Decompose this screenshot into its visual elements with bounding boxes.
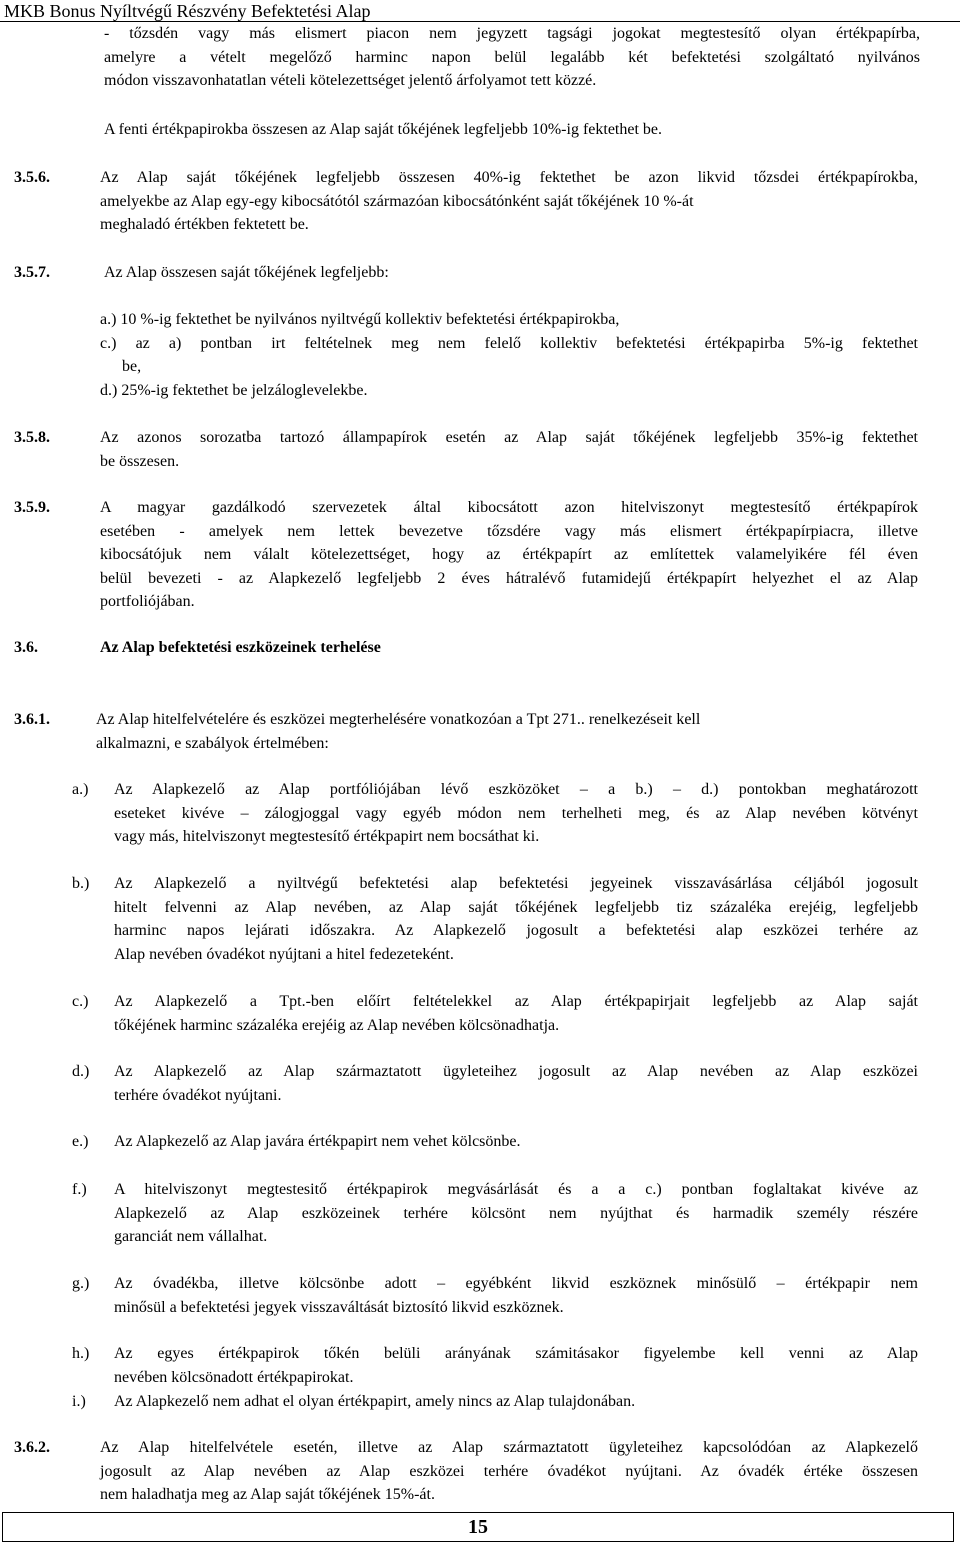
intro-block bbox=[104, 22, 920, 93]
section-358 bbox=[100, 426, 918, 473]
list-item: d.) 25%-ig fektethet be jelzáloglevelekbe. bbox=[100, 381, 368, 399]
list-item-continuation: be, bbox=[122, 358, 142, 375]
text-line: nevében kölcsönadott értékpapirokat. bbox=[114, 1368, 354, 1386]
list-item-label: g.) bbox=[72, 1275, 90, 1292]
section-361-intro bbox=[96, 708, 916, 755]
section-number: 3.5.6. bbox=[14, 169, 50, 186]
text-line: kibocsátójuk nem válalt kötelezettséget, hogy az értékpapírt az említettek valamelyikére fél éven bbox=[100, 546, 918, 563]
list-item bbox=[114, 1390, 918, 1414]
text-line: be összesen. bbox=[100, 452, 180, 470]
section-number: 3.6.2. bbox=[14, 1439, 50, 1456]
text-line: Az Alap hitelfelvételére és eszközei megterhelésére vonatkozóan a Tpt 271.. renelkezéseit kell bbox=[96, 711, 701, 728]
document-header: MKB Bonus Nyíltvégű Részvény Befektetési Alap bbox=[0, 0, 960, 22]
page-number: 15 bbox=[2, 1512, 954, 1542]
section-357-list bbox=[100, 308, 918, 402]
section-number: 3.5.9. bbox=[14, 499, 50, 516]
text-line: módon visszavonhatatlan vételi kötelezettséget jelentő árfolyamot tett közzé. bbox=[104, 72, 597, 89]
text-line: Az Alapkezelő nem adhat el olyan értékpapirt, amely nincs az Alap tulajdonában. bbox=[114, 1393, 636, 1410]
list-item bbox=[114, 872, 918, 966]
list-item bbox=[114, 1130, 918, 1154]
list-item-label: d.) bbox=[72, 1063, 90, 1080]
text-line: Alapkezelő az Alap eszközeinek terhére kölcsönt nem nyújthat és harmadik személy részére bbox=[114, 1204, 918, 1222]
section-359 bbox=[100, 496, 918, 614]
section-number: 3.6.1. bbox=[14, 711, 50, 728]
text-line: alkalmazni, e szabályok értelmében: bbox=[96, 734, 329, 752]
text-line: Az Alapkezelő a Tpt.-ben előírt feltételekkel az Alap értékpapirjait legfeljebb az Alap saját bbox=[114, 993, 918, 1010]
text-line: Alap nevében óvadékot nyújtani a hitel fedezeteként. bbox=[114, 945, 454, 963]
list-item-label: a.) bbox=[72, 781, 89, 798]
section-357-title: Az Alap összesen saját tőkéjének legfeljebb: bbox=[104, 264, 389, 281]
list-item bbox=[114, 1178, 918, 1249]
section-356 bbox=[100, 166, 918, 237]
text-line: belül bevezeti - az Alapkezelő legfeljebb 2 éves hátralévő futamidejű értékpapírt helyezhet el az Alap bbox=[100, 569, 918, 587]
text-line: amelyre a vételt megelőző harminc napon belül legalább két befektetési szolgáltató nyilvános bbox=[104, 48, 920, 66]
text-line: Az egyes értékpapirok tőkén belüli arányának számitásakor figyelembe kell venni az Alap bbox=[114, 1345, 918, 1362]
text-line: garanciát nem vállalhat. bbox=[114, 1228, 268, 1245]
list-item-label: e.) bbox=[72, 1133, 89, 1150]
text-line: Az azonos sorozatba tartozó állampapírok esetén az Alap saját tőkéjének legfeljebb 35%-ig fektethet bbox=[100, 429, 918, 446]
text-line: portfoliójában. bbox=[100, 593, 195, 610]
text-line: nem haladhatja meg az Alap saját tőkéjének 15%-át. bbox=[100, 1486, 435, 1503]
text-line: eseteket kivéve – zálogjoggal vagy egyéb módon nem terhelheti meg, és az Alap nevében kötvényt bbox=[114, 804, 918, 822]
section-362 bbox=[100, 1436, 918, 1507]
list-item bbox=[114, 990, 918, 1037]
list-item bbox=[114, 1272, 918, 1319]
text-line: vagy más, hitelviszonyt megtestesítő értékpapirt nem bocsáthat ki. bbox=[114, 828, 540, 845]
section-number: 3.5.8. bbox=[14, 429, 50, 446]
list-item-label: i.) bbox=[72, 1393, 86, 1410]
text-line: jogosult az Alap nevében az Alap eszközei terhére óvadékot nyújtani. Az óvadék értéke összesen bbox=[100, 1462, 918, 1480]
text-line: A hitelviszonyt megtestesitő értékpapirok megvásárlását és a a c.) pontban foglaltakat kivéve az bbox=[114, 1181, 918, 1198]
text-line: A magyar gazdálkodó szervezetek által kibocsátott azon hitelviszonyt megtestesítő értékpapírok bbox=[100, 499, 918, 516]
text-line: Az óvadékba, illetve kölcsönbe adott – egyébként likvid eszköznek minősülő – értékpapir nem bbox=[114, 1275, 918, 1292]
list-item-label: f.) bbox=[72, 1181, 87, 1198]
list-item-label: c.) bbox=[72, 993, 89, 1010]
list-item bbox=[114, 1060, 918, 1107]
list-item bbox=[114, 778, 918, 849]
text-line: Az Alap saját tőkéjének legfeljebb összesen 40%-ig fektethet be azon likvid tőzsdei értékpapírokba, bbox=[100, 169, 918, 186]
text-line: Az Alapkezelő a nyiltvégű befektetési alap befektetési jegyeinek visszavásárlása céljából jogosult bbox=[114, 875, 918, 892]
text-line: terhére óvadékot nyújtani. bbox=[114, 1086, 282, 1104]
text-line: Az Alapkezelő az Alap portfóliójában lévő eszközöket – a b.) – d.) pontokban meghatározott bbox=[114, 781, 918, 798]
list-item-label: b.) bbox=[72, 875, 90, 892]
list-item bbox=[114, 1342, 918, 1389]
list-item: a.) 10 %-ig fektethet be nyilvános nyiltvégű kollektiv befektetési értékpapirokba, bbox=[100, 311, 620, 328]
text-line: esetében - amelyek nem lettek bevezetve tőzsdére vagy más elismert értékpapírpiacra, illetve bbox=[100, 522, 918, 540]
text-line: minősül a befektetési jegyek visszaváltását biztosító likvid eszköznek. bbox=[114, 1298, 564, 1316]
section-number: 3.5.7. bbox=[14, 264, 50, 281]
section-number: 3.6. bbox=[14, 639, 38, 656]
text-line: Az Alapkezelő az Alap javára értékpapirt nem vehet kölcsönbe. bbox=[114, 1133, 521, 1150]
text-line: amelyekbe az Alap egy-egy kibocsátótól származóan kibocsátónként saját tőkéjének 10 %-át bbox=[100, 192, 694, 210]
list-item: c.) az a) pontban irt feltételnek meg nem felelő kollektiv befektetési értékpapirba 5%-ig fektethet bbox=[100, 334, 918, 352]
text-line: harminc napos lejárati időszakra. Az Alapkezelő jogosult a befektetési alap eszközei terhére az bbox=[114, 922, 918, 939]
section-heading: Az Alap befektetési eszközeinek terhelése bbox=[100, 639, 381, 656]
text-line: Az Alap hitelfelvétele esetén, illetve az Alap származtatott ügyleteihez kapcsolódóan az Alapkezelő bbox=[100, 1439, 918, 1456]
text-line: hitelt felvenni az Alap nevében, az Alap saját tőkéjének legfeljebb tiz százaléka erejéig, legfeljebb bbox=[114, 898, 918, 916]
text-line: Az Alapkezelő az Alap származtatott ügyleteihez jogosult az Alap nevében az Alap eszközei bbox=[114, 1063, 918, 1080]
text-line: - tőzsdén vagy más elismert piacon nem jegyzett tagsági jogokat megtestesítő olyan értékpapírba, bbox=[104, 25, 920, 42]
intro-summary: A fenti értékpapirokba összesen az Alap saját tőkéjének legfeljebb 10%-ig fektethet be. bbox=[104, 121, 663, 138]
text-line: meghaladó értékben fektetett be. bbox=[100, 216, 309, 233]
text-line: tőkéjének harminc százaléka erejéig az Alap nevében kölcsönadhatja. bbox=[114, 1016, 560, 1034]
list-item-label: h.) bbox=[72, 1345, 90, 1362]
